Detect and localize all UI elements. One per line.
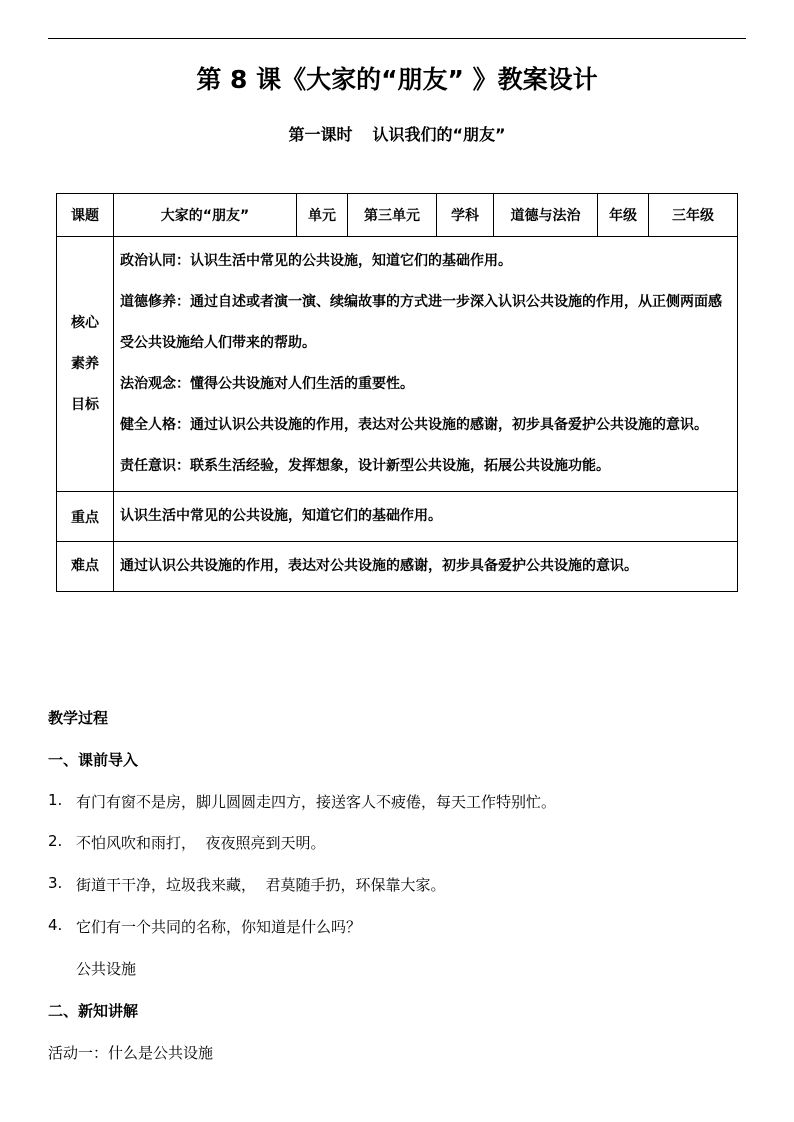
- goal-moral-cultivation: 道德修养：通过自述或者演一演、续编故事的方式进一步深入认识公共设施的作用，从正侧两面感受公共设施给人们带来的帮助。: [120, 294, 722, 351]
- document-title: 第 8 课《大家的“朋友” 》教案设计: [196, 65, 598, 94]
- subject-label-cell: 学科: [437, 194, 494, 237]
- unit-value-cell: 第三单元: [348, 194, 437, 237]
- key-point-content-cell: 认识生活中常见的公共设施，知道它们的基础作用。: [114, 492, 738, 542]
- teaching-process-heading: 教学过程: [48, 709, 109, 727]
- list-item: [48, 791, 748, 812]
- unit-label-cell: 单元: [297, 194, 348, 237]
- list-item-number: 2.: [48, 832, 63, 850]
- lesson-value-cell: 大家的“朋友”: [114, 194, 297, 237]
- goal-responsibility: 责任意识：联系生活经验，发挥想象，设计新型公共设施，拓展公共设施功能。: [120, 458, 610, 474]
- key-point-row: [57, 492, 738, 542]
- list-item-text: 街道干干净，垃圾我来藏， 君莫随手扔，环保靠大家。: [76, 876, 446, 894]
- goal-political-identity: 政治认同：认识生活中常见的公共设施，知道它们的基础作用。: [120, 253, 512, 269]
- goal-rule-of-law: 法治观念：懂得公共设施对人们生活的重要性。: [120, 376, 414, 392]
- riddle-answer: 公共设施: [76, 960, 137, 978]
- goals-content-cell: [114, 237, 738, 492]
- list-item-number: 4.: [48, 916, 63, 934]
- difficulty-label-cell: 难点: [57, 542, 114, 592]
- activity-one-title: 活动一：什么是公共设施: [48, 1044, 214, 1062]
- goals-label-cell: [57, 237, 114, 492]
- difficulty-row: [57, 542, 738, 592]
- goal-sound-personality: 健全人格：通过认识公共设施的作用，表达对公共设施的感谢，初步具备爱护公共设施的意识。: [120, 417, 708, 433]
- goals-label-line: 目标: [71, 396, 99, 413]
- lesson-plan-table: [56, 193, 738, 592]
- goals-row: [57, 237, 738, 492]
- section-intro-heading: 一、课前导入: [48, 751, 139, 769]
- top-rule: [48, 38, 746, 39]
- list-item-number: 1.: [48, 791, 63, 809]
- section-new-knowledge-heading: 二、新知讲解: [48, 1002, 139, 1020]
- grade-label-cell: 年级: [598, 194, 649, 237]
- document-subtitle: [0, 122, 794, 145]
- list-item-text: 不怕风吹和雨打， 夜夜照亮到天明。: [76, 834, 326, 852]
- goals-label-line: 核心: [71, 314, 99, 331]
- list-item: [48, 874, 748, 895]
- subject-value-cell: 道德与法治: [494, 194, 598, 237]
- goals-label-line: 素养: [71, 355, 99, 372]
- key-point-label-cell: 重点: [57, 492, 114, 542]
- grade-value-cell: 三年级: [649, 194, 738, 237]
- lesson-label-cell: 课题: [57, 194, 114, 237]
- list-item-text: 它们有一个共同的名称，你知道是什么吗？: [76, 918, 362, 936]
- table-header-row: [57, 194, 738, 237]
- subtitle-lesson-period: 第一课时: [288, 125, 353, 144]
- list-item: [48, 832, 748, 853]
- list-item-number: 3.: [48, 874, 63, 892]
- list-item-text: 有门有窗不是房，脚儿圆圆走四方，接送客人不疲倦，每天工作特别忙。: [76, 793, 557, 811]
- difficulty-content-cell: 通过认识公共设施的作用，表达对公共设施的感谢，初步具备爱护公共设施的意识。: [114, 542, 738, 592]
- list-item: [48, 916, 748, 937]
- subtitle-lesson-topic: 认识我们的“朋友”: [372, 125, 506, 144]
